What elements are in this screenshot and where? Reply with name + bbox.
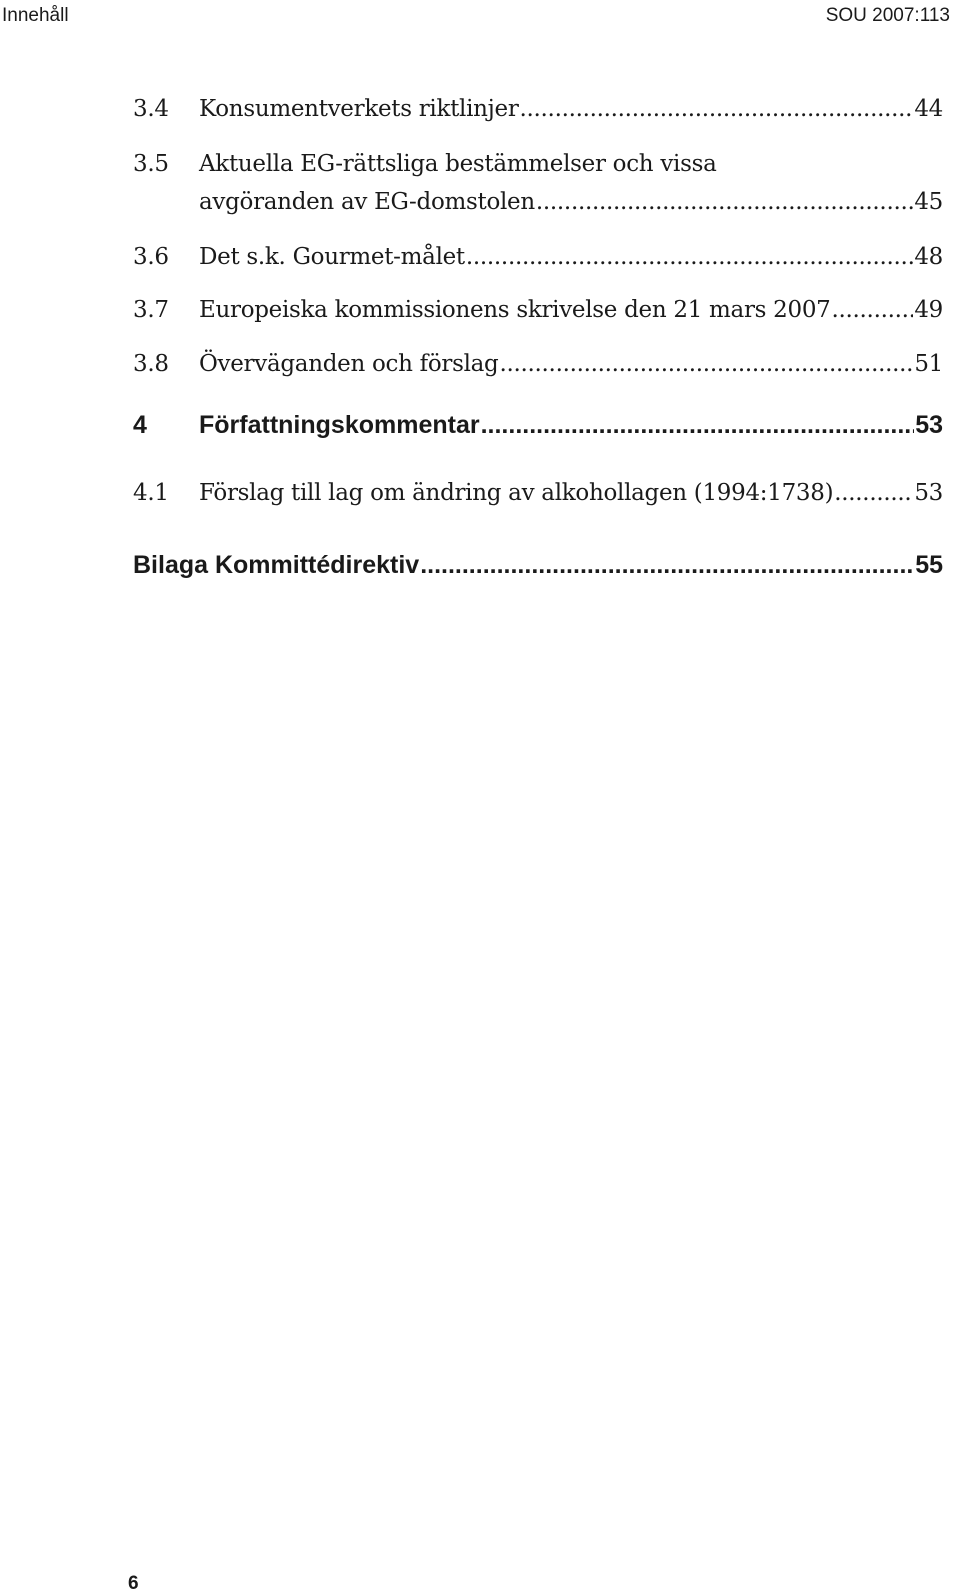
toc-entry-page: 53	[915, 411, 943, 439]
toc-entry-title: Författningskommentar	[199, 411, 480, 439]
toc-entry-number: 3.6	[133, 244, 169, 270]
toc-entry-3-6[interactable]	[133, 238, 943, 276]
toc-entry-number: 3.5	[133, 151, 169, 177]
toc-entry-3-7[interactable]	[133, 291, 943, 329]
toc-entry-page: 44	[914, 96, 943, 122]
toc-entry-page: 45	[914, 189, 943, 215]
page-number: 6	[128, 1573, 139, 1594]
toc-entry-4-1[interactable]	[133, 474, 943, 512]
toc-leader-dots	[519, 90, 914, 128]
toc-entry-number: 3.4	[133, 96, 169, 122]
toc-entry-title: Bilaga Kommittédirektiv	[133, 551, 420, 579]
toc-entry-page: 49	[914, 297, 943, 323]
header-section-title: Innehåll	[2, 5, 69, 26]
toc-leader-dots	[535, 183, 913, 221]
toc-entry-title: Aktuella EG-rättsliga bestämmelser och vissa	[199, 151, 717, 177]
toc-entry-bilaga[interactable]	[133, 546, 943, 584]
toc-entry-number: 4	[133, 411, 147, 439]
toc-leader-dots	[480, 406, 915, 444]
toc-entry-page: 51	[914, 351, 943, 377]
toc-leader-dots	[833, 474, 913, 512]
table-of-contents	[133, 0, 943, 1595]
header-document-id: SOU 2007:113	[825, 5, 950, 26]
toc-entry-3-8[interactable]	[133, 345, 943, 383]
toc-entry-title: Europeiska kommissionens skrivelse den 21 mars 2007	[199, 297, 831, 323]
toc-entry-page: 53	[914, 480, 943, 506]
toc-leader-dots	[498, 345, 913, 383]
toc-leader-dots	[419, 546, 914, 584]
toc-entry-number: 4.1	[133, 480, 169, 506]
toc-entry-3-4[interactable]	[133, 90, 943, 128]
toc-entry-number: 3.8	[133, 351, 169, 377]
toc-leader-dots	[831, 291, 914, 329]
toc-entry-page: 48	[914, 244, 943, 270]
toc-entry-number: 3.7	[133, 297, 169, 323]
toc-entry-title-continued: avgöranden av EG-domstolen	[199, 189, 535, 215]
toc-entry-page: 55	[915, 551, 943, 579]
toc-entry-title: Konsumentverkets riktlinjer	[199, 96, 519, 122]
toc-entry-3-5[interactable]	[133, 145, 943, 221]
toc-entry-title: Förslag till lag om ändring av alkohollagen (1994:1738)	[199, 480, 834, 506]
toc-entry-title: Det s.k. Gourmet-målet	[199, 244, 465, 270]
toc-entry-chapter-4[interactable]	[133, 406, 943, 444]
toc-entry-title: Överväganden och förslag	[199, 351, 499, 377]
toc-leader-dots	[465, 238, 913, 276]
